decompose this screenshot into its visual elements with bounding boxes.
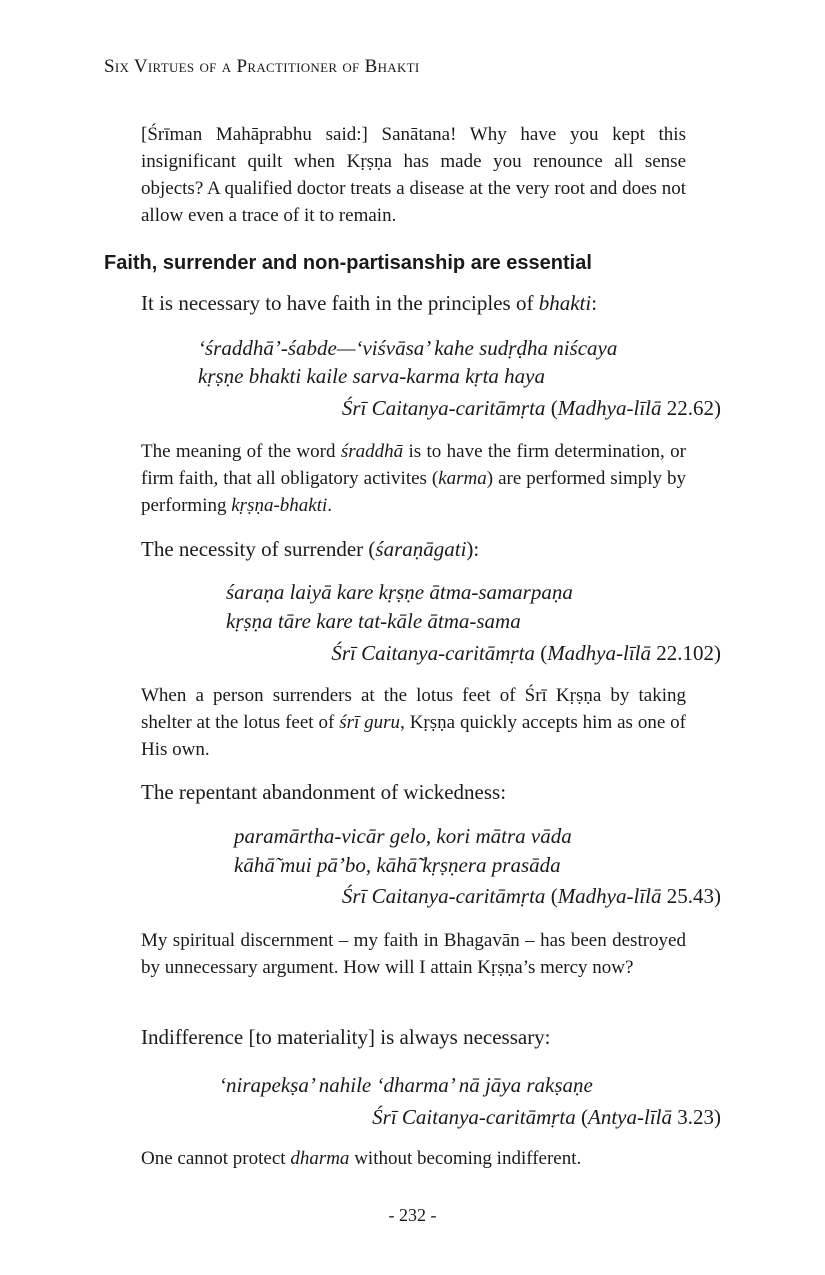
section-heading: Faith, surrender and non-partisanship are essential	[104, 252, 592, 274]
surrender-lead: The necessity of surrender (śaraṇāgati):	[141, 537, 480, 561]
faith-translation: The meaning of the word śraddhā is to have the firm determination, or firm faith, that all obligatory activites (karma) are performed simply by performing kṛṣṇa-bhakti.	[141, 441, 686, 516]
faith-citation: Śrī Caitanya-caritāmṛta (Madhya-līlā 22.62)	[341, 396, 721, 420]
surrender-translation: When a person surrenders at the lotus feet of Śrī Kṛṣṇa by taking shelter at the lotus feet of śrī guru, Kṛṣṇa quickly accepts him as one of His own.	[141, 685, 686, 760]
indifference-citation: Śrī Caitanya-caritāmṛta (Antya-līlā 3.23)	[372, 1105, 721, 1129]
indifference-translation: One cannot protect dharma without becoming indifferent.	[141, 1148, 582, 1169]
faith-lead: It is necessary to have faith in the principles of bhakti:	[141, 291, 598, 315]
faith-verse-line: kṛṣṇe bhakti kaile sarva-karma kṛta haya	[198, 364, 546, 388]
page-number: - 232 -	[388, 1205, 437, 1225]
repentance-verse-line: paramārtha-vicār gelo, kori mātra vāda	[234, 824, 572, 848]
surrender-citation: Śrī Caitanya-caritāmṛta (Madhya-līlā 22.102)	[331, 641, 721, 665]
running-head: Six Virtues of a Practitioner of Bhakti	[104, 56, 420, 77]
intro-paragraph: [Śrīman Mahāprabhu said:] Sanātana! Why have you kept this insignificant quilt when Kṛṣṇa has made you renounce all sense objects? A qualified doctor treats a disease at the very root and does not allow even a trace of it to remain.	[141, 124, 686, 226]
indifference-verse-line: ‘nirapekṣa’ nahile ‘dharma’ nā jāya rakṣaṇe	[219, 1073, 593, 1097]
surrender-verse-line: śaraṇa laiyā kare kṛṣṇe ātma-samarpaṇa	[226, 580, 573, 604]
repentance-translation: My spiritual discernment – my faith in Bhagavān – has been destroyed by unnecessary argument. How will I attain Kṛṣṇa’s mercy now?	[141, 930, 686, 978]
indifference-lead: Indifference [to materiality] is always necessary:	[141, 1025, 551, 1049]
surrender-verse-line: kṛṣṇa tāre kare tat-kāle ātma-sama	[226, 609, 521, 633]
repentance-lead: The repentant abandonment of wickedness:	[141, 780, 507, 804]
repentance-citation: Śrī Caitanya-caritāmṛta (Madhya-līlā 25.43)	[341, 884, 721, 908]
repentance-verse-line: kāhā̃ mui pā’bo, kāhā̃ kṛṣṇera prasāda	[234, 853, 561, 877]
faith-verse-line: ‘śraddhā’-śabde—‘viśvāsa’ kahe sudṛḍha niścaya	[198, 336, 618, 360]
